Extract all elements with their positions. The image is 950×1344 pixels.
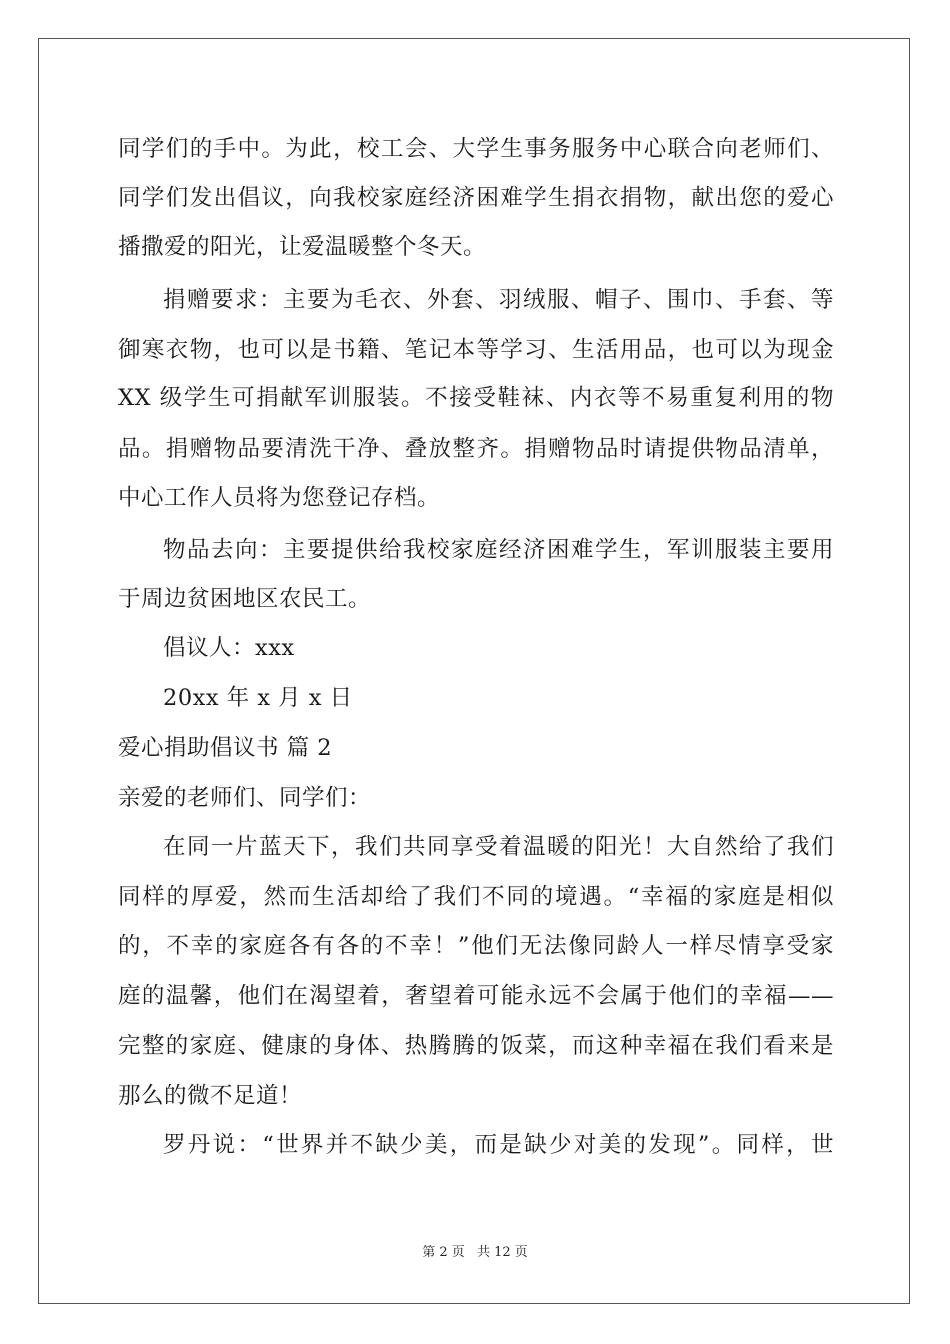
paragraph-line: 在同一片蓝天下，我们共同享受着温暖的阳光！大自然给了我们 xyxy=(163,834,834,860)
paragraph-line: 品。捐赠物品要清洗干净、叠放整齐。捐赠物品时请提供物品清单， xyxy=(118,436,834,462)
salutation-line: 亲爱的老师们、同学们： xyxy=(118,785,372,811)
paragraph-line: 播撒爱的阳光，让爱温暖整个冬天。 xyxy=(118,234,487,260)
paragraph-line: 捐赠要求：主要为毛衣、外套、羽绒服、帽子、围巾、手套、等 xyxy=(163,287,834,313)
paragraph-line: 中心工作人员将为您登记存档。 xyxy=(118,485,441,511)
signatory-line: 倡议人：xxx xyxy=(163,635,295,661)
paragraph-line: 那么的微不足道！ xyxy=(118,1083,303,1109)
paragraph-line: 罗丹说：“世界并不缺少美，而是缺少对美的发现”。同样，世 xyxy=(163,1132,834,1158)
paragraph-line: 同样的厚爱，然而生活却给了我们不同的境遇。“幸福的家庭是相似 xyxy=(118,884,834,910)
paragraph-line: 完整的家庭、健康的身体、热腾腾的饭菜，而这种幸福在我们看来是 xyxy=(118,1033,834,1059)
page-footer xyxy=(0,1244,950,1262)
paragraph-line: 御寒衣物，也可以是书籍、笔记本等学习、生活用品，也可以为现金 xyxy=(118,337,834,363)
paragraph-line: 于周边贫困地区农民工。 xyxy=(118,586,372,612)
paragraph-line: 同学们发出倡议，向我校家庭经济困难学生捐衣捐物，献出您的爱心 xyxy=(118,185,834,211)
paragraph-line: 庭的温馨，他们在渴望着，奢望着可能永远不会属于他们的幸福—— xyxy=(118,983,834,1009)
page-border xyxy=(38,38,910,1304)
date-line: 20xx 年 x 月 x 日 xyxy=(163,685,353,711)
paragraph-line: XX 级学生可捐献军训服装。不接受鞋袜、内衣等不易重复利用的物 xyxy=(118,385,834,411)
paragraph-line: 物品去向：主要提供给我校家庭经济困难学生，军训服装主要用 xyxy=(163,537,834,563)
page-count: 共 12 页 xyxy=(476,1245,528,1260)
paragraph-line: 同学们的手中。为此，校工会、大学生事务服务中心联合向老师们、 xyxy=(118,136,834,162)
page-number: 第 2 页 xyxy=(422,1245,465,1260)
paragraph-line: 的，不幸的家庭各有各的不幸！”他们无法像同龄人一样尽情享受家 xyxy=(118,933,834,959)
section-heading: 爱心捐助倡议书 篇 2 xyxy=(118,735,333,761)
